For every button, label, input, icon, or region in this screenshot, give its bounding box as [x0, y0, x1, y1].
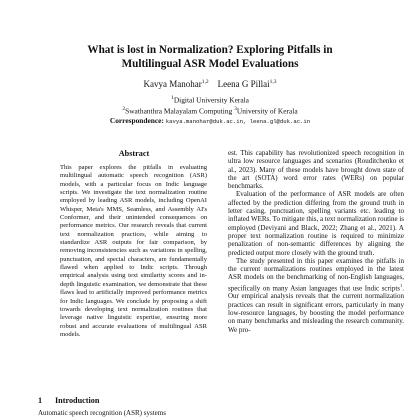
introduction-first-line: Automatic speech recognition (ASR) systems — [38, 409, 166, 417]
affiliations — [0, 94, 420, 127]
body-paragraph — [228, 257, 404, 334]
affiliation-line — [0, 94, 420, 105]
section-number: 1 — [38, 396, 43, 405]
title-line-1: What is lost in Normalization? Exploring Pitfalls in — [87, 44, 333, 56]
affiliation-name: Digital University Kerala — [173, 95, 249, 105]
abstract-text: This paper explores the pitfalls in evaluating multilingual automatic speech recognition (ASR) models, with a particular focus on Indic language scripts. We investigate the text normalization routine employed by leading ASR models, including OpenAI Whisper, Meta's MMS, Seamless, and Assembly AI's Conformer, and their unintended consequences on performance metrics. Our research reveals that current text normalization practices, while aiming to standardize ASR outputs for fair comparison, by removing inconsistencies such as variations in spelling, punctuation, and special characters, are fundamentally flawed when applied to Indic scripts. Through empirical analysis using text similarity scores and in-depth linguistic examination, we demonstrate that these flaws lead to artificially improved performance metrics for Indic languages. We conclude by proposing a shift towards developing text normalization routines that leverage native linguistic expertise, ensuring more robust and accurate evaluations of multilingual ASR models. — [60, 164, 207, 338]
correspondence-emails[interactable]: kavya.manohar@duk.ac.in, leena.gl@duk.ac.in — [165, 118, 311, 126]
right-column — [228, 149, 404, 334]
correspondence-line — [0, 116, 420, 127]
affiliation-mark: 1 — [171, 95, 174, 101]
title-line-2: Multilingual ASR Model Evaluations — [121, 57, 299, 70]
affiliation-mark: 2 — [122, 106, 126, 113]
paragraph-text: . Our empirical analysis reveals that the current normalization practices can result in significant errors, particularly in many low-resource languages, by boosting the model performance on many benchmarks and misleading the research community. We pro- — [228, 284, 404, 334]
author-affil-marks: 1,2 — [201, 79, 209, 85]
author-affil-marks: 1,3 — [269, 79, 277, 85]
abstract-heading: Abstract — [118, 149, 150, 158]
author-name: Kavya Manohar — [143, 79, 202, 89]
body-paragraph: est. This capability has revolutionized speech recognition in ultra low resource languages and scenarios (Rouditchenko et al., 2023). Many of these models have brought down state of the art (SOTA) word error rates (WERs) on popular benchmarks. — [228, 149, 404, 191]
body-paragraph: Evaluation of the performance of ASR models are often affected by the prediction differing from the ground truth in letter casing, punctuation, spelling variants etc. leading to inflated WERs. To mitigate this, a text normalization routine is employed (Deviyani and Black, 2022; Zhang et al., 2021). A proper text normalization routine is required to minimize penalization of non-semantic differences by aligning the predicted output more closely with the ground truth. — [228, 190, 404, 257]
affiliation-name: University of Kerala — [236, 106, 298, 116]
affiliation-line — [0, 105, 420, 116]
affiliation-name: Swathanthra Malayalam Computing — [125, 106, 233, 116]
section-title: Introduction — [55, 396, 100, 405]
footnote-marker[interactable]: 1 — [400, 282, 403, 288]
paragraph-text: The study presented in this paper examines the pitfalls in the current normalizations routines employed in the latest ASR models on the benchmarking of non-English languages, specifically on many Asian languages that use Indic scripts — [228, 256, 404, 293]
correspondence-label: Correspondence: — [109, 116, 164, 126]
paper-title — [0, 44, 420, 71]
author-name: Leena G Pillai — [217, 79, 270, 89]
affiliation-mark: 3 — [234, 106, 237, 113]
section-heading-introduction — [38, 396, 218, 405]
author-list — [0, 77, 420, 90]
